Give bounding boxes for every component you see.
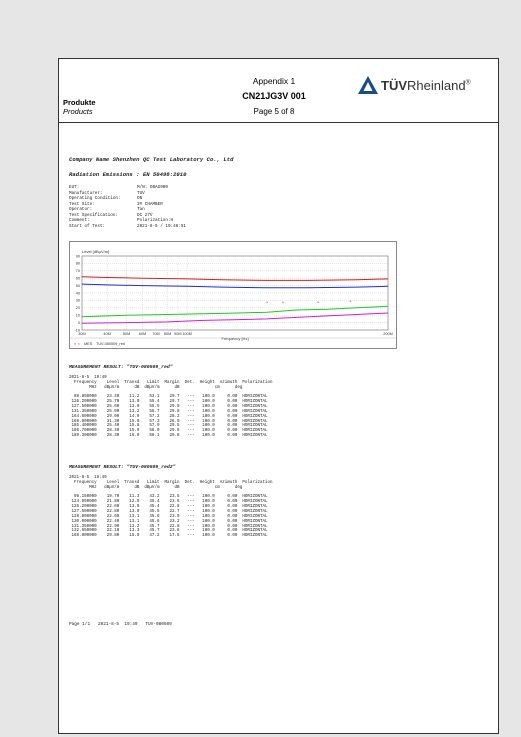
- info-value: 3# CHAMBER: [137, 201, 163, 207]
- y-tick-label: 40: [75, 291, 80, 296]
- x-tick-label: 100M: [182, 332, 192, 336]
- table-row: 168.000000 29.80 15.0 47.2 17.5 --- 100.0 0.00 HORIZONTAL: [69, 534, 268, 539]
- table-row: 130.000000 22.40 13.1 45.6 23.2 --- 100.0 0.00 HORIZONTAL: [69, 519, 268, 524]
- data-point-marker: ×: [281, 299, 285, 305]
- product-label-de: Produkte: [63, 98, 96, 107]
- info-key: Start of Test:: [69, 223, 106, 229]
- y-tick-label: 80: [75, 261, 80, 266]
- legend-mark-label: MES: [84, 342, 93, 346]
- info-value: TUV: [137, 190, 145, 196]
- result-timestamp: 2021-8-5 19:49: [69, 376, 107, 380]
- table-header: Frequency Level Transd Limit Margin Det. Height Azimuth Polarization: [69, 481, 273, 486]
- report-number: CN21JG3V 001: [242, 91, 306, 101]
- company-name: Company Name Shenzhen QC Test Laboratory Co., Ltd: [69, 156, 234, 163]
- x-tick-label: 70M: [152, 332, 160, 336]
- x-axis-label: Frequency [Hz]: [221, 336, 249, 341]
- x-tick-label: 80M: [163, 332, 172, 336]
- data-point-marker: ×: [265, 299, 269, 305]
- info-key: EUT:: [69, 185, 80, 190]
- x-tick-label: 200M: [383, 332, 393, 336]
- table-header: Frequency Level Transd Limit Margin Det. Height Azimuth Polarization: [69, 381, 273, 385]
- y-tick-label: 50: [75, 283, 80, 288]
- info-value: DC 27V: [137, 212, 153, 218]
- legend-label: TUV-080509_red: [96, 342, 125, 346]
- table-row: 128.800000 22.60 13.1 45.6 23.0 --- 100.0 0.00 HORIZONTAL: [69, 514, 268, 519]
- table-row: 124.950000 21.80 12.9 45.4 23.6 --- 100.0 0.00 HORIZONTAL: [69, 500, 268, 504]
- info-value: M/N: OBAG900: [137, 185, 168, 190]
- x-tick-label: 60M: [138, 332, 147, 336]
- table-row: 127.500000 22.80 13.0 45.5 22.7 --- 100.0 0.00 HORIZONTAL: [69, 509, 268, 514]
- info-value: 2021-8-5 / 19:48:51: [137, 223, 186, 229]
- data-point-marker: ×: [349, 298, 352, 304]
- info-value: Polarization:H: [137, 218, 174, 223]
- page-number: Page 5 of 8: [253, 107, 295, 116]
- table-row: 189.300000 28.30 16.0 58.1 29.8 --- 100.0 0.00 HORIZONTAL: [69, 434, 268, 439]
- table-row: 126.200000 25.70 13.0 55.4 29.7 --- 100.0 0.00 HORIZONTAL: [69, 399, 268, 404]
- report-page: [58, 58, 499, 734]
- table-unit-row: MHz dBµV/m dB dBµV/m dB cm deg: [69, 386, 243, 390]
- table-unit-row: MHz dBµV/m dB dBµV/m dB cm deg: [69, 486, 243, 491]
- y-tick-label: 0: [77, 320, 80, 325]
- table-row: 131.350000 22.90 13.2 45.7 22.8 --- 100.0 0.00 HORIZONTAL: [69, 524, 268, 529]
- y-tick-label: 60: [75, 276, 80, 281]
- table-row: 127.500000 25.60 13.0 55.5 29.9 --- 100.0 0.00 HORIZONTAL: [69, 404, 268, 409]
- emission-chart-svg: [70, 242, 396, 348]
- tuv-logo-text: TÜVRheinland®: [381, 78, 471, 93]
- y-tick-label: 20: [75, 306, 80, 311]
- table-row: 88.850000 23.40 11.2 53.1 29.7 --- 100.0 0.00 HORIZONTAL: [69, 395, 268, 399]
- table-row: 164.600000 29.00 14.9 57.2 28.2 --- 100.0 0.00 HORIZONTAL: [69, 414, 268, 419]
- result-title: MEASUREMENT RESULT: "TUV-080509_red2": [69, 465, 176, 471]
- emission-chart: [69, 241, 397, 349]
- test-info: [69, 185, 186, 229]
- result-title: MEASUREMENT RESULT: "TUV-080509_red": [69, 365, 173, 370]
- y-axis-label: Level [dBµV/m]: [82, 249, 110, 254]
- x-tick-label: 40M: [103, 332, 111, 336]
- result-timestamp: 2021-8-5 19:49: [69, 476, 107, 481]
- tuv-triangle-icon: [357, 75, 379, 95]
- info-key: Manufacturer:: [69, 190, 103, 196]
- info-key: Operating Condition:: [69, 196, 121, 201]
- y-tick-label: 30: [75, 298, 80, 303]
- product-label-en: Products: [63, 107, 93, 116]
- info-key: Comment:: [69, 218, 90, 223]
- table-row: 98.150000 19.70 11.3 43.2 23.5 --- 100.0 0.00 HORIZONTAL: [69, 495, 268, 500]
- table-row: 168.000000 31.30 15.0 57.3 26.0 --- 100.0 0.00 HORIZONTAL: [69, 419, 268, 424]
- table-row: 131.350000 25.90 13.2 55.7 29.8 --- 100.0 0.00 HORIZONTAL: [69, 409, 268, 414]
- x-tick-label: 30M: [78, 332, 86, 336]
- table-row: 185.400000 25.40 15.8 57.9 29.5 --- 100.0 0.00 HORIZONTAL: [69, 424, 268, 429]
- emission-title: Radiation Emissions : EN 50498:2010: [69, 171, 187, 178]
- page-footer: Page 1/1 2021-8-5 19:49 TUV-080509: [69, 622, 172, 627]
- y-tick-label: -10: [74, 328, 80, 333]
- info-key: Test Specification:: [69, 212, 118, 218]
- info-key: Test Site:: [69, 201, 95, 207]
- info-value: Tan: [137, 207, 145, 212]
- legend-marker: × ×: [74, 341, 80, 346]
- tuv-logo: [357, 75, 497, 97]
- info-value: ON: [137, 196, 143, 201]
- data-point-marker: ×: [317, 299, 320, 305]
- y-tick-label: 70: [75, 269, 80, 274]
- info-key: Operator:: [69, 207, 93, 212]
- y-tick-label: 10: [75, 313, 80, 318]
- table-row: 132.650000 22.10 13.3 45.7 23.6 --- 100.0 0.00 HORIZONTAL: [69, 529, 268, 534]
- x-tick-label: 90M: [174, 332, 182, 336]
- appendix-label: Appendix 1: [252, 76, 296, 86]
- table-row: 126.200000 22.60 13.0 45.4 22.8 --- 100.0 0.00 HORIZONTAL: [69, 504, 268, 509]
- table-row: 186.700000 28.40 15.9 58.0 29.6 --- 100.0 0.00 HORIZONTAL: [69, 429, 268, 434]
- header-divider: [59, 122, 498, 123]
- x-tick-label: 50M: [122, 332, 131, 336]
- info-row: [69, 224, 186, 230]
- y-tick-label: 90: [75, 254, 80, 259]
